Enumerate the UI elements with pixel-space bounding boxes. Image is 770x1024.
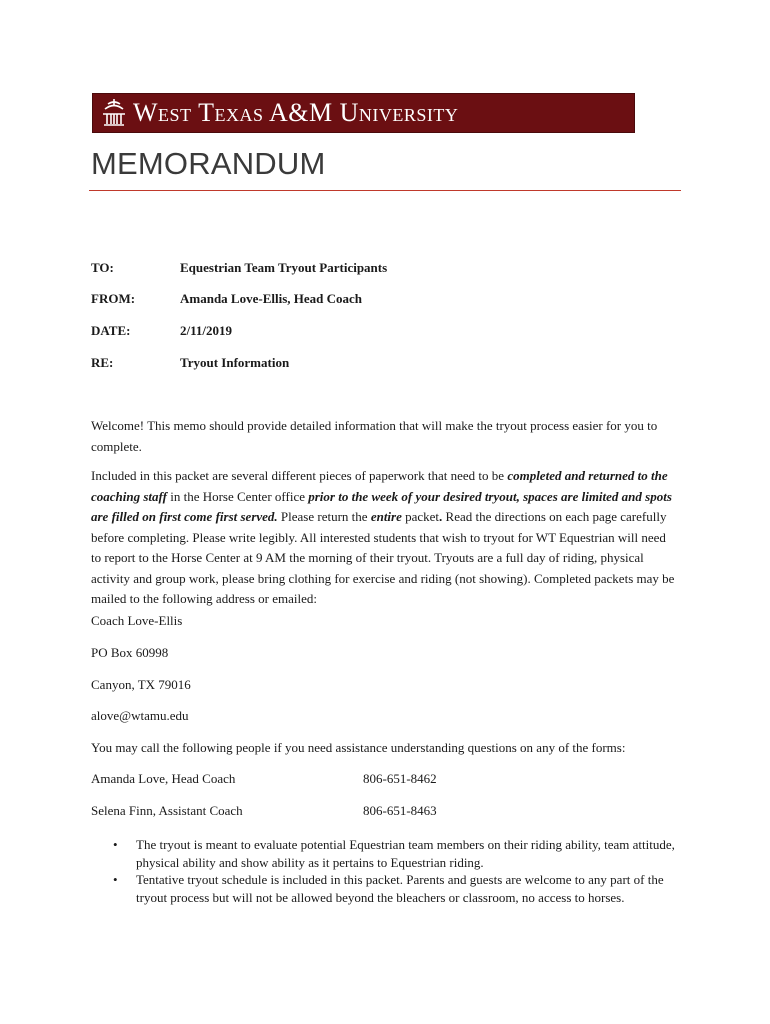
packet-emphasis: .	[439, 509, 443, 524]
header-key: TO:	[91, 260, 114, 275]
header-value: Amanda Love-Ellis, Head Coach	[180, 291, 363, 306]
contact-phone: 806-651-8462	[363, 771, 437, 786]
header-key: DATE:	[91, 323, 131, 338]
header-key: FROM:	[91, 291, 136, 306]
list-item	[91, 871, 676, 906]
university-seal-icon	[99, 96, 129, 130]
bullet-icon: •	[113, 837, 118, 852]
packet-text: Please return the	[277, 509, 371, 524]
header-value: Equestrian Team Tryout Participants	[180, 260, 388, 275]
header-value: Tryout Information	[180, 355, 290, 370]
welcome-paragraph: Welcome! This memo should provide detailed information that will make the tryout process easier for you to complete.	[91, 418, 658, 454]
title-divider	[89, 190, 681, 191]
packet-text: Read the directions on each page carefully before completing. Please write legibly. All interested students that wish to tryout for WT Equestrian will need to report to the Horse Center at 9 AM the morning of their tryout. Tryouts are a full day of riding, physical activity and group work, please bring clothing for exercise and riding (not showing). Completed packets may be mailed to the following address or emailed:	[91, 509, 675, 606]
header-key: RE:	[91, 355, 114, 370]
packet-text: Included in this packet are several different pieces of paperwork that need to be	[91, 468, 508, 483]
notes-list	[91, 836, 676, 906]
packet-emphasis: prior to the week of your desired tryout, spaces are limited and spots are filled on first come first served.	[91, 488, 672, 524]
header-value: 2/11/2019	[180, 323, 233, 338]
address-name: Coach Love-Ellis	[91, 613, 183, 628]
address-po-box: PO Box 60998	[91, 645, 169, 660]
packet-paragraph	[91, 466, 676, 610]
memo-title: MEMORANDUM	[91, 146, 326, 181]
contact-email[interactable]: alove@wtamu.edu	[91, 708, 189, 723]
contact-row	[91, 803, 437, 819]
university-wordmark: West Texas A&M University	[133, 98, 459, 127]
contact-name: Selena Finn, Assistant Coach	[91, 803, 243, 818]
university-letterhead	[92, 93, 635, 133]
bullet-icon: •	[113, 872, 118, 887]
address-city: Canyon, TX 79016	[91, 677, 191, 692]
contact-name: Amanda Love, Head Coach	[91, 771, 236, 786]
list-item	[91, 836, 676, 871]
packet-text: packet	[401, 509, 440, 524]
contact-phone: 806-651-8463	[363, 803, 437, 818]
assistance-intro: You may call the following people if you need assistance understanding questions on any of the forms:	[91, 740, 626, 755]
contact-row	[91, 771, 437, 787]
packet-emphasis: completed and returned to the coaching staff	[91, 468, 668, 504]
note-text: The tryout is meant to evaluate potential Equestrian team members on their riding ability, team attitude, physical ability and show ability as it pertains to Equestrian riding.	[136, 837, 675, 870]
note-text: Tentative tryout schedule is included in this packet. Parents and guests are welcome to any part of the tryout process but will not be allowed beyond the bleachers or classroom, no access to horses.	[136, 872, 664, 905]
packet-emphasis: entire	[370, 509, 402, 524]
packet-text: in the Horse Center office	[166, 488, 309, 504]
